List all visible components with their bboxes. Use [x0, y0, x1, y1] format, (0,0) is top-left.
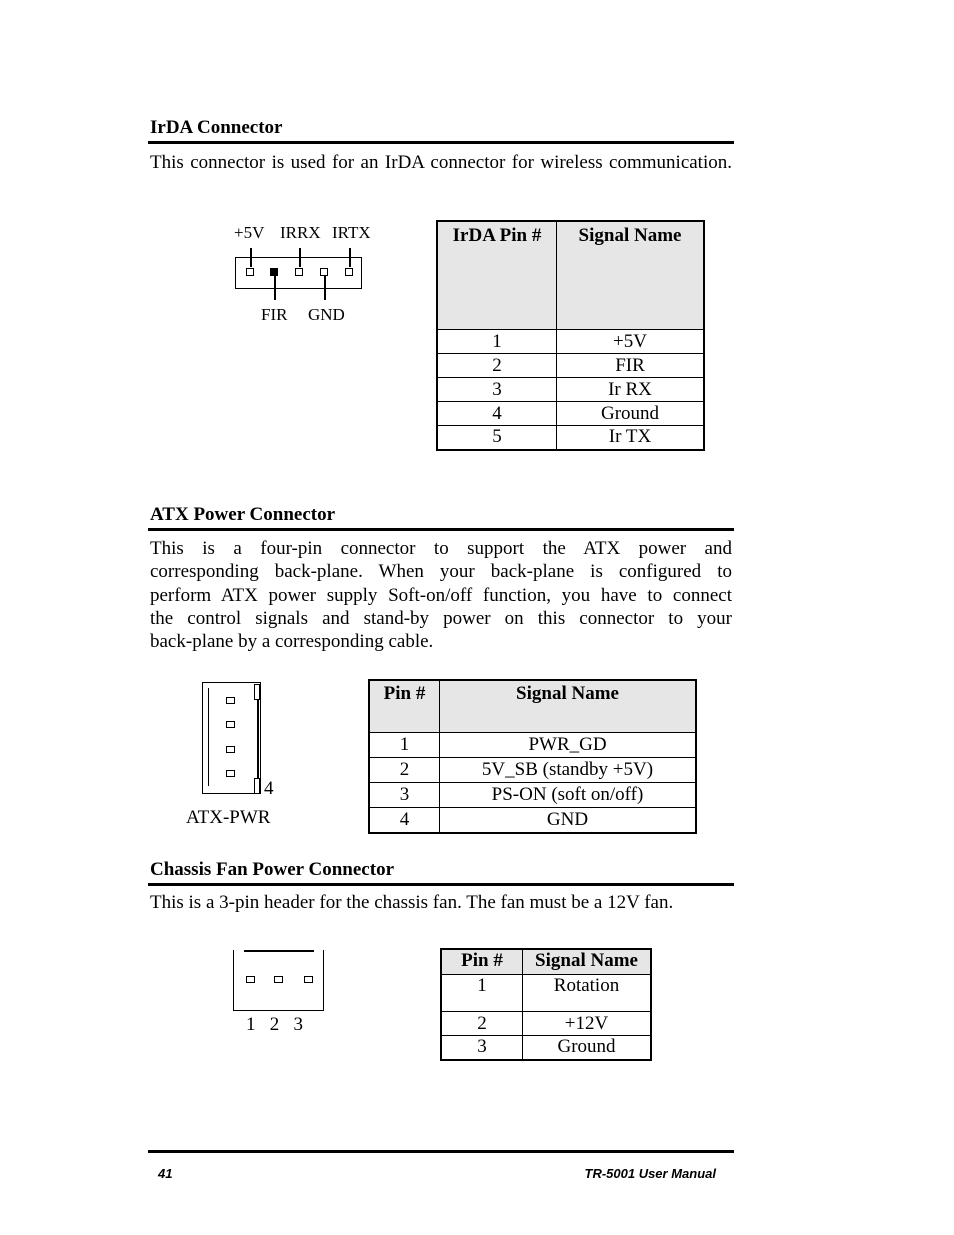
irda-pin-5 — [345, 268, 353, 276]
footer-manual-title: TR-5001 User Manual — [584, 1166, 716, 1181]
signal-cell: +12V — [523, 1012, 652, 1036]
table-row — [437, 402, 704, 426]
atx-col-pin-header: Pin # — [369, 680, 440, 733]
table-header-row — [437, 221, 704, 330]
footer-rule — [148, 1150, 734, 1153]
atx-paragraph-line-4: the control signals and stand-by power on this connector to your — [150, 607, 732, 629]
pin-cell: 1 — [441, 975, 523, 1012]
irda-paragraph — [150, 151, 732, 174]
table-row — [441, 1012, 651, 1036]
atx-pin-3 — [226, 746, 235, 753]
fan-pin-3 — [304, 976, 313, 983]
atx-pin-4 — [226, 770, 235, 777]
pin-cell: 2 — [441, 1012, 523, 1036]
atx-heading: ATX Power Connector — [150, 504, 336, 525]
fan-col-pin-header: Pin # — [441, 949, 523, 975]
table-row — [369, 733, 696, 758]
irda-label-irrx: IRRX — [280, 223, 321, 242]
atx-pin-4-label: 4 — [264, 778, 274, 799]
table-row — [437, 426, 704, 450]
table-row — [369, 758, 696, 783]
atx-paragraph-line-2: corresponding back-plane. When your back-plane is configured to — [150, 561, 732, 583]
table-row — [437, 354, 704, 378]
signal-cell: Ground — [523, 1036, 652, 1060]
fan-pin-1 — [246, 976, 255, 983]
fan-paragraph: This is a 3-pin header for the chassis fan. The fan must be a 12V fan. — [150, 892, 674, 913]
irda-lead-1 — [250, 248, 252, 267]
table-row — [441, 975, 651, 1012]
irda-lead-2 — [274, 274, 276, 300]
irda-pin-4 — [320, 268, 328, 276]
irda-col-pin-header: IrDA Pin # — [437, 221, 557, 330]
irda-pin-3 — [295, 268, 303, 276]
atx-pin-table — [368, 679, 697, 834]
signal-cell: Ir RX — [557, 378, 705, 402]
fan-pin-2 — [274, 976, 283, 983]
signal-cell: PS-ON (soft on/off) — [440, 783, 697, 808]
irda-label-fir: FIR — [261, 305, 288, 324]
footer-page-number: 41 — [158, 1166, 173, 1181]
pin-cell: 3 — [437, 378, 557, 402]
table-header-row — [441, 949, 651, 975]
atx-connector-name: ATX-PWR — [186, 807, 271, 828]
table-row — [369, 808, 696, 833]
fan-header-top-line — [244, 950, 314, 952]
irda-col-signal-header: Signal Name — [557, 221, 705, 330]
signal-cell: 5V_SB (standby +5V) — [440, 758, 697, 783]
atx-connector-diagram — [180, 678, 290, 833]
atx-col-signal-header: Signal Name — [440, 680, 697, 733]
irda-lead-5 — [349, 248, 351, 267]
irda-connector-diagram — [225, 220, 395, 330]
atx-pin-2 — [226, 721, 235, 728]
signal-cell: Ir TX — [557, 426, 705, 450]
fan-connector-diagram — [225, 945, 335, 1040]
pin-cell: 1 — [437, 330, 557, 354]
table-row — [437, 378, 704, 402]
pin-cell: 2 — [369, 758, 440, 783]
table-row — [437, 330, 704, 354]
fan-pin-table — [440, 948, 652, 1061]
pin-cell: 3 — [369, 783, 440, 808]
atx-pin-1 — [226, 697, 235, 704]
atx-paragraph — [150, 537, 732, 653]
fan-heading: Chassis Fan Power Connector — [150, 859, 395, 880]
irda-lead-4 — [324, 274, 326, 300]
irda-lead-3 — [299, 248, 301, 267]
irda-heading: IrDA Connector — [150, 117, 283, 138]
signal-cell: Ground — [557, 402, 705, 426]
table-row — [441, 1036, 651, 1060]
signal-cell: FIR — [557, 354, 705, 378]
atx-paragraph-line-1: This is a four-pin connector to support the ATX power and — [150, 538, 732, 559]
irda-pin-2 — [270, 268, 278, 276]
atx-paragraph-line-3: perform ATX power supply Soft-on/off function, you have to connect — [150, 584, 732, 606]
signal-cell: GND — [440, 808, 697, 833]
pin-cell: 3 — [441, 1036, 523, 1060]
irda-label-gnd: GND — [308, 305, 345, 324]
atx-latch-bottom — [254, 778, 260, 794]
signal-cell: Rotation — [523, 975, 652, 1012]
pin-cell: 5 — [437, 426, 557, 450]
signal-cell: PWR_GD — [440, 733, 697, 758]
pin-cell: 4 — [369, 808, 440, 833]
irda-label-irtx: IRTX — [332, 223, 371, 242]
atx-paragraph-line-5: back-plane by a corresponding cable. — [150, 631, 434, 653]
table-row — [369, 783, 696, 808]
irda-pin-table — [436, 220, 705, 451]
atx-heading-rule — [148, 528, 734, 531]
irda-heading-rule — [148, 141, 734, 144]
fan-col-signal-header: Signal Name — [523, 949, 652, 975]
fan-pin-labels: 1 2 3 — [246, 1014, 303, 1035]
irda-label-5v: +5V — [234, 223, 265, 242]
irda-paragraph-line-1: This connector is used for an IrDA connector for wireless communication. — [150, 152, 732, 173]
atx-latch-top — [254, 684, 260, 700]
irda-pin-1 — [246, 268, 254, 276]
signal-cell: +5V — [557, 330, 705, 354]
pin-cell: 2 — [437, 354, 557, 378]
atx-latch-line — [257, 698, 259, 778]
table-header-row — [369, 680, 696, 733]
fan-heading-rule — [148, 883, 734, 886]
pin-cell: 1 — [369, 733, 440, 758]
pin-cell: 4 — [437, 402, 557, 426]
